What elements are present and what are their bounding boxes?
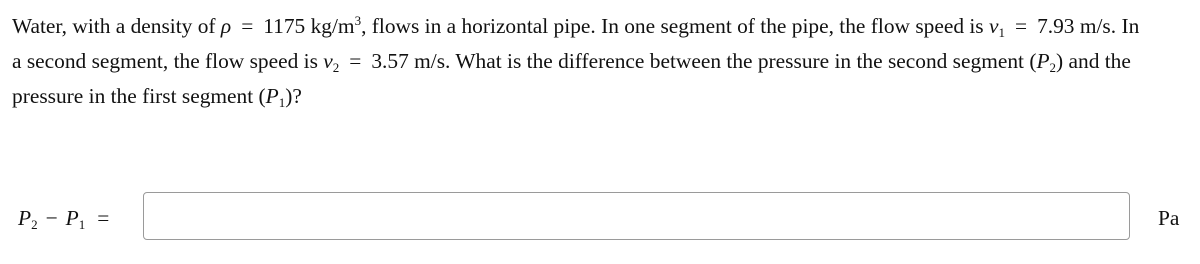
- rho-symbol: ρ: [220, 14, 232, 38]
- question-line-1: [12, 9, 1192, 44]
- p2-symbol: P: [1036, 49, 1050, 73]
- v2-symbol: v: [323, 49, 333, 73]
- question-text-segment: a second segment, the flow speed is: [12, 49, 324, 73]
- question-text-segment: Water, with a density of: [12, 14, 221, 38]
- question-text-segment: pressure in the first segment (: [12, 84, 266, 108]
- v1-subscript: 1: [998, 25, 1005, 40]
- v1-value: 7.93 m/s. In: [1037, 14, 1140, 38]
- density-value: 1175 kg/m: [263, 14, 355, 38]
- answer-equals-sign: =: [97, 206, 110, 230]
- density-exponent: 3: [354, 13, 362, 28]
- answer-row: [0, 192, 1200, 244]
- question-text-segment: , flows in a horizontal pipe. In one segment of the pipe, the flow speed is: [361, 14, 989, 38]
- p1-subscript: 1: [278, 95, 286, 110]
- answer-p2-symbol: P: [18, 206, 32, 230]
- p2-subscript: 2: [1049, 60, 1057, 75]
- question-text: [12, 9, 1192, 114]
- equals-sign: =: [241, 14, 254, 38]
- equals-sign: =: [349, 49, 362, 73]
- question-text-segment: ) and the: [1056, 49, 1131, 73]
- v2-value: 3.57 m/s. What is the difference between the pressure in the second segment (: [371, 49, 1037, 73]
- answer-p2-subscript: 2: [31, 217, 38, 232]
- unit-label: Pa: [1158, 206, 1180, 230]
- question-line-2: [12, 44, 1192, 79]
- p1-symbol: P: [265, 84, 279, 108]
- answer-input[interactable]: [143, 192, 1130, 240]
- v1-symbol: v: [988, 14, 999, 38]
- equals-sign: =: [1014, 14, 1028, 38]
- question-text-segment: )?: [285, 84, 302, 108]
- answer-p1-symbol: P: [65, 206, 79, 230]
- v2-subscript: 2: [332, 60, 340, 75]
- answer-p1-subscript: 1: [78, 217, 86, 232]
- minus-sign: −: [45, 206, 58, 230]
- answer-label: [18, 205, 109, 231]
- question-line-3: [12, 79, 1192, 114]
